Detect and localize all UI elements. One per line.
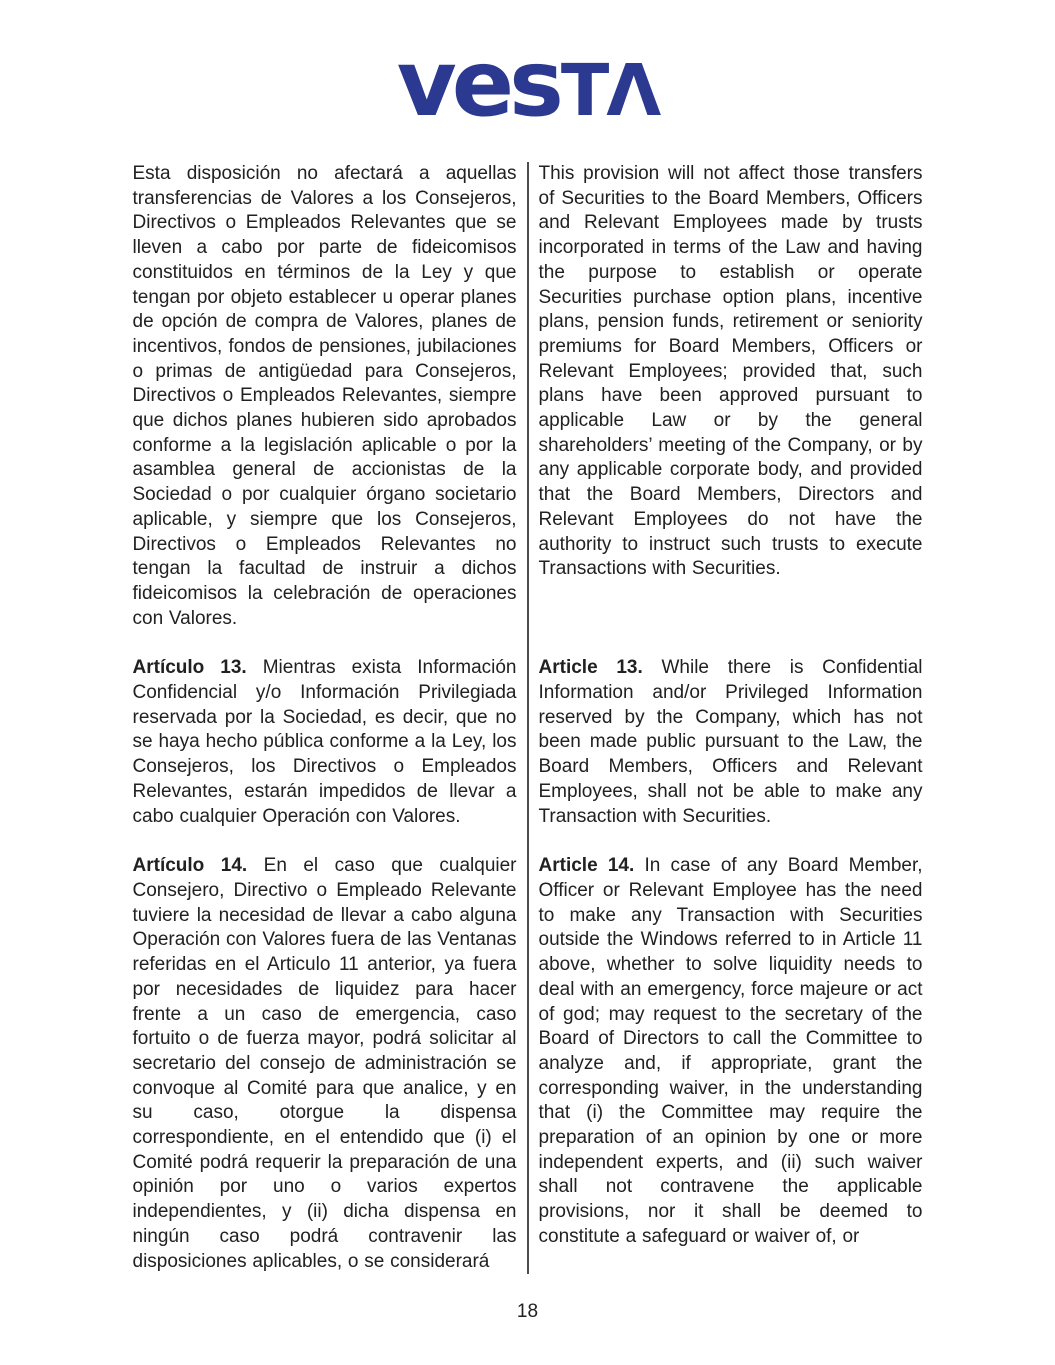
bilingual-text-columns [133, 162, 923, 1274]
page-number: 18 [516, 1301, 539, 1323]
paragraph-lead-article-14: Article 14. [538, 855, 635, 877]
paragraph-text: This provision will not affect those transfers of Securities to the Board Members, Officers and Relevant Employees made by trusts incorporated in terms of the Law and having the purpose to establish or operate Securities purchase option plans, incentive plans, pension funds, retirement or seniority premiums for Board Members, Officers or Relevant Employees; provided that, such plans have been approved pursuant to applicable Law or by the general shareholders’ meeting of the Company, or by any applicable corporate body, and provided that the Board Members, Directors and Relevant Employees do not have the authority to instruct such trusts to execute Transactions with Securities. [538, 163, 923, 580]
paragraph-text: Mientras exista Información Confidencial y/o Información Privilegiada reservada por la Sociedad, es decir, que no se haya hecho pública conforme a la Ley, los Consejeros, los Directivos o Empleados Relevantes, estarán impedidos de llevar a cabo cualquier Operación con Valores. [132, 657, 517, 827]
paragraph-text: While there is Confidential Information and/or Privileged Information reserved by the Company, which has not been made public pursuant to the Law, the Board Members, Officers and Relevant Employees, shall not be able to make any Transaction with Securities. [538, 657, 923, 827]
paragraph-text: In case of any Board Member, Officer or Relevant Employee has the need to make any Transaction with Securities outside the Windows referred to in Article 11 above, whether to solve liquidity needs to deal with an emergency, force majeure or act of god; may request to the secretary of the Board of Directors to call the Committee to analyze and, if appropriate, grant the corresponding waiver, in the understanding that (i) the Committee may require the preparation of an opinion by one or more independent experts, and (ii) such waiver shall not contravene the applicable provisions, nor it shall be deemed to constitute a safeguard or waiver of, or [538, 855, 923, 1247]
logo-text-caps: TΛ [560, 49, 659, 132]
paragraph-en-transfers [539, 162, 923, 631]
paragraph-lead-articulo-14: Artículo 14. [132, 855, 248, 877]
paragraph-lead-article-13: Article 13. [538, 657, 643, 679]
column-divider [527, 162, 529, 1274]
paragraph-en-article-14 [539, 854, 923, 1274]
vesta-logo [0, 30, 1055, 148]
paragraph-text: En el caso que cualquier Consejero, Directivo o Empleado Relevante tuviere la necesidad de llevar a cabo alguna Operación con Valores fuera de las Ventanas referidas en el Articulo 11 anterior, ya fuera por necesidades de liquidez para hacer frente a un caso de emergencia, caso fortuito o de fuerza mayor, podrá solicitar al secretario del consejo de administración se convoque al Comité para que analice, y en su caso, otorgue la dispensa correspondiente, en el entendido que (i) el Comité podrá requerir la preparación de una opinión por uno o varios expertos independientes, y (ii) dicha dispensa en ningún caso podrá contravenir las disposiciones aplicables, o se considerará [132, 855, 517, 1272]
paragraph-text: Esta disposición no afectará a aquellas transferencias de Valores a los Consejeros, Directivos o Empleados Relevantes que se lleven a cabo por parte de fideicomisos constituidos en términos de la Ley y que tengan por objeto establecer u operar planes de opción de compra de Valores, planes de incentivos, fondos de pensiones, jubilaciones o primas de antigüedad para Consejeros, Directivos o Empleados Relevantes, siempre que dichos planes hubieren sido aprobados conforme a la legislación aplicable o por la asamblea general de accionistas de la Sociedad o por cualquier órgano societario aplicable, y siempre que los Consejeros, Directivos o Empleados Relevantes no tengan la facultad de instruir a dichos fideicomisos la celebración de operaciones con Valores. [132, 163, 517, 629]
paragraph-es-articulo-13 [133, 656, 517, 829]
paragraph-es-articulo-14 [133, 854, 517, 1274]
logo-text-lowercase: ves [396, 30, 559, 137]
paragraph-en-article-13 [539, 656, 923, 829]
paragraph-lead-articulo-13: Artículo 13. [132, 657, 247, 679]
paragraph-es-transfers [133, 162, 517, 631]
page-footer [0, 1301, 1055, 1323]
